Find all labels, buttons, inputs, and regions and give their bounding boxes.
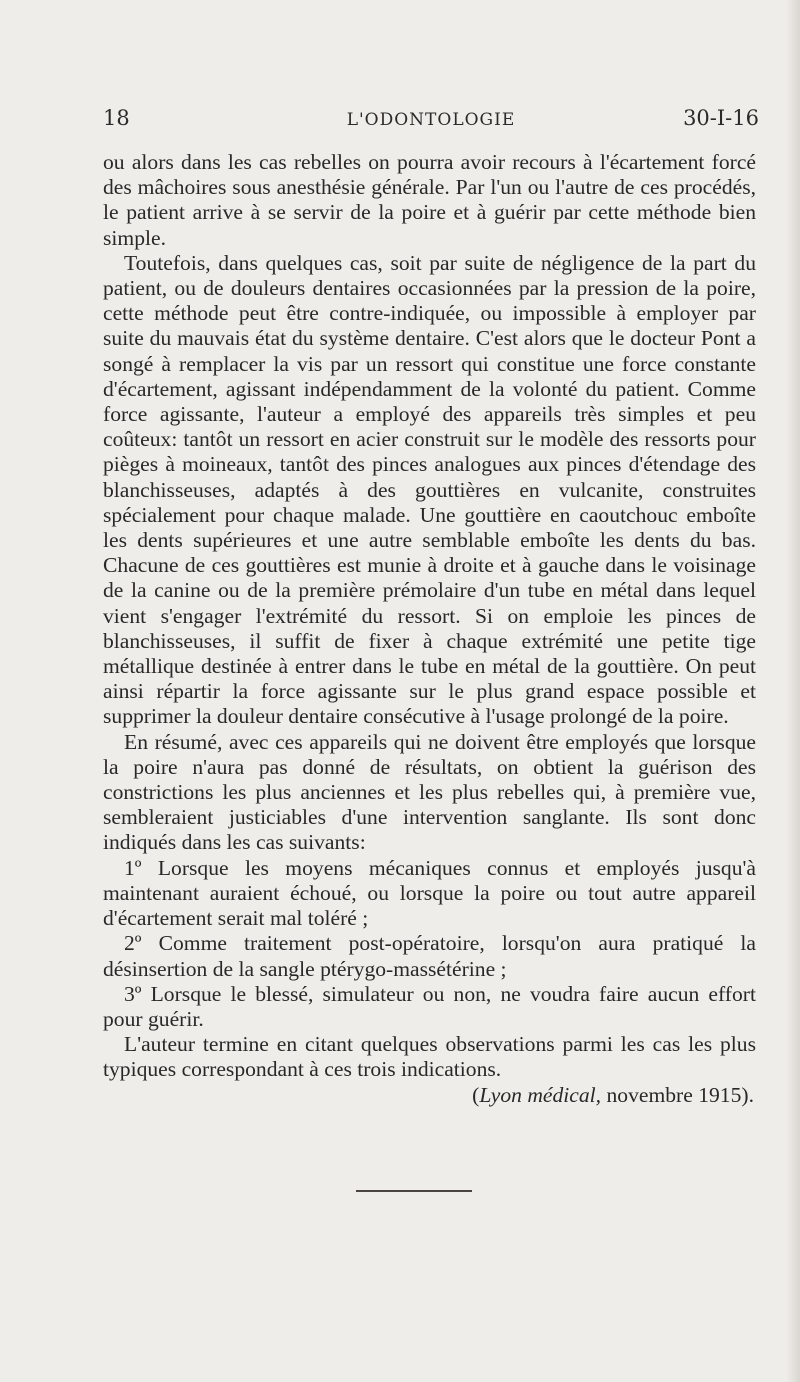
article-body: [103, 150, 756, 1108]
list-item-2: 2º Comme traitement post-opératoire, lorsqu'on aura pratiqué la désinsertion de la sangle ptérygo-massétérine ;: [103, 931, 756, 981]
paragraph: L'auteur termine en citant quelques observations parmi les cas les plus typiques correspondant à ces trois indications.: [103, 1032, 756, 1082]
journal-title: L'ODONTOLOGIE: [346, 110, 516, 130]
issue-date: 30-I-16: [683, 106, 759, 130]
citation-source: Lyon médical,: [479, 1082, 602, 1107]
citation-open: (: [472, 1082, 480, 1107]
page-number: 18: [103, 106, 130, 130]
source-citation: [103, 1083, 756, 1108]
paragraph: Toutefois, dans quelques cas, soit par suite de négligence de la part du patient, ou de douleurs dentaires occasionnées par la pression de la poire, cette méthode peut être contre-indiquée, ou impossible à employer par suite du mauvais état du système dentaire. C'est alors que le docteur Pont a songé à remplacer la vis par un ressort qui constitue une force constante d'écartement, agissant indépendamment de la volonté du patient. Comme force agissante, l'auteur a employé des appareils très simples et peu coûteux: tantôt un ressort en acier construit sur le modèle des ressorts pour pièges à moineaux, tantôt des pinces analogues aux pinces d'étendage des blanchisseuses, adaptés à des gouttières en vulcanite, construites spécialement pour chaque malade. Une gouttière en caoutchouc emboîte les dents supérieures et une autre semblable emboîte les dents du bas. Chacune de ces gouttières est munie à droite et à gauche dans le voisinage de la canine ou de la première prémolaire d'un tube en métal dans lequel vient s'engager l'extrémité du ressort. Si on emploie les pinces de blanchisseuses, il suffit de fixer à chaque extrémité une petite tige métallique destinée à entrer dans le tube en métal de la gouttière. On peut ainsi répartir la force agissante sur le plus grand espace possible et supprimer la douleur dentaire consécutive à l'usage prolongé de la poire.: [103, 250, 756, 729]
running-header: [103, 106, 759, 138]
citation-rest: novembre 1915).: [601, 1082, 754, 1107]
list-item-1: 1º Lorsque les moyens mécaniques connus et employés jusqu'à maintenant auraient échoué, ou lorsque la poire ou tout autre appareil d'écartement serait mal toléré ;: [103, 855, 756, 931]
paragraph: En résumé, avec ces appareils qui ne doivent être employés que lorsque la poire n'aura pas donné de résultats, on obtient la guérison des constrictions les plus anciennes et les plus rebelles qui, à première vue, sembleraient justiciables d'une intervention sanglante. Ils sont donc indiqués dans les cas suivants:: [103, 729, 756, 855]
list-item-3: 3º Lorsque le blessé, simulateur ou non, ne voudra faire aucun effort pour guérir.: [103, 981, 756, 1031]
paragraph-continuation: ou alors dans les cas rebelles on pourra avoir recours à l'écartement forcé des mâchoires sous anesthésie générale. Par l'un ou l'autre de ces procédés, le patient arrive à se servir de la poire et à guérir par cette méthode bien simple.: [103, 150, 756, 250]
page-edge-shadow: [786, 0, 800, 1382]
end-rule: [356, 1190, 472, 1192]
